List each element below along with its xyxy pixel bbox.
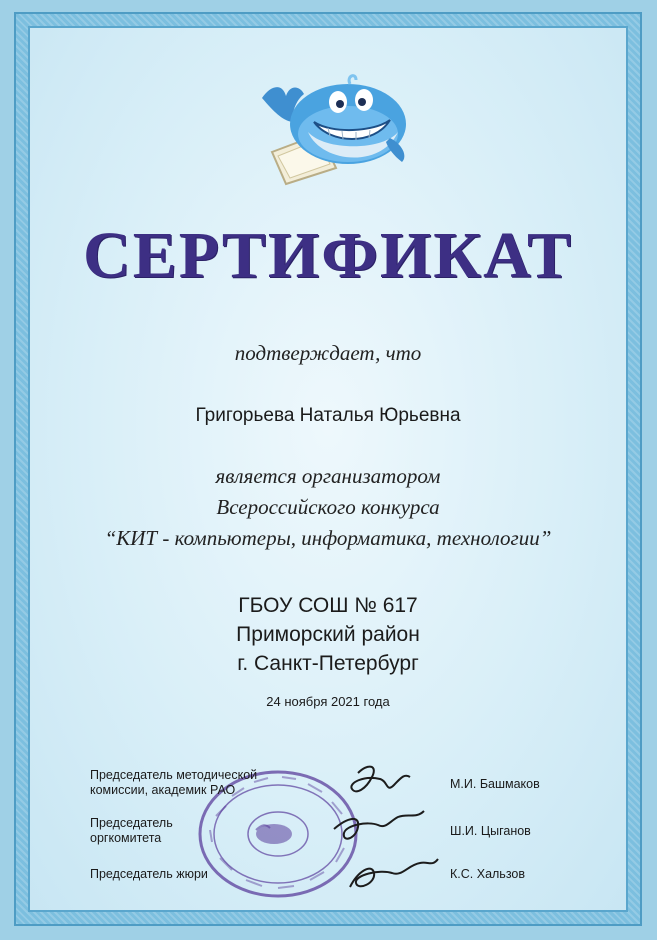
signatory-2-role: Председатель оргкомитета (90, 816, 173, 845)
signatory-3-name: К.С. Хальзов (450, 867, 526, 881)
confirms-text: подтверждает, что (234, 341, 422, 365)
signatory-3-role: Председатель жюри (90, 867, 208, 881)
city-name: г. Санкт-Петербург (237, 652, 419, 675)
signature-khalzov (350, 859, 438, 887)
signatures (328, 755, 448, 905)
signatory-1-name: М.И. Башмаков (450, 777, 540, 791)
contest-name: “КИТ - компьютеры, информатика, технологии” (104, 526, 552, 550)
role-line-1: является организатором (215, 464, 441, 488)
recipient-name: Григорьева Наталья Юрьевна (195, 405, 461, 426)
signature-bashmakov (351, 767, 410, 792)
whale-mascot-logo (252, 72, 410, 190)
district-name: Приморский район (236, 623, 420, 646)
role-line-2: Всероссийского конкурса (216, 495, 440, 519)
certificate-title: СЕРТИФИКАТ (83, 219, 573, 292)
signature-tsyganov (334, 811, 424, 839)
issue-date: 24 ноября 2021 года (266, 694, 390, 709)
signatory-2-name: Ш.И. Цыганов (450, 824, 531, 838)
signatory-1-role: Председатель методической комиссии, академик РАО (90, 768, 258, 797)
school-name: ГБОУ СОШ № 617 (238, 594, 418, 617)
